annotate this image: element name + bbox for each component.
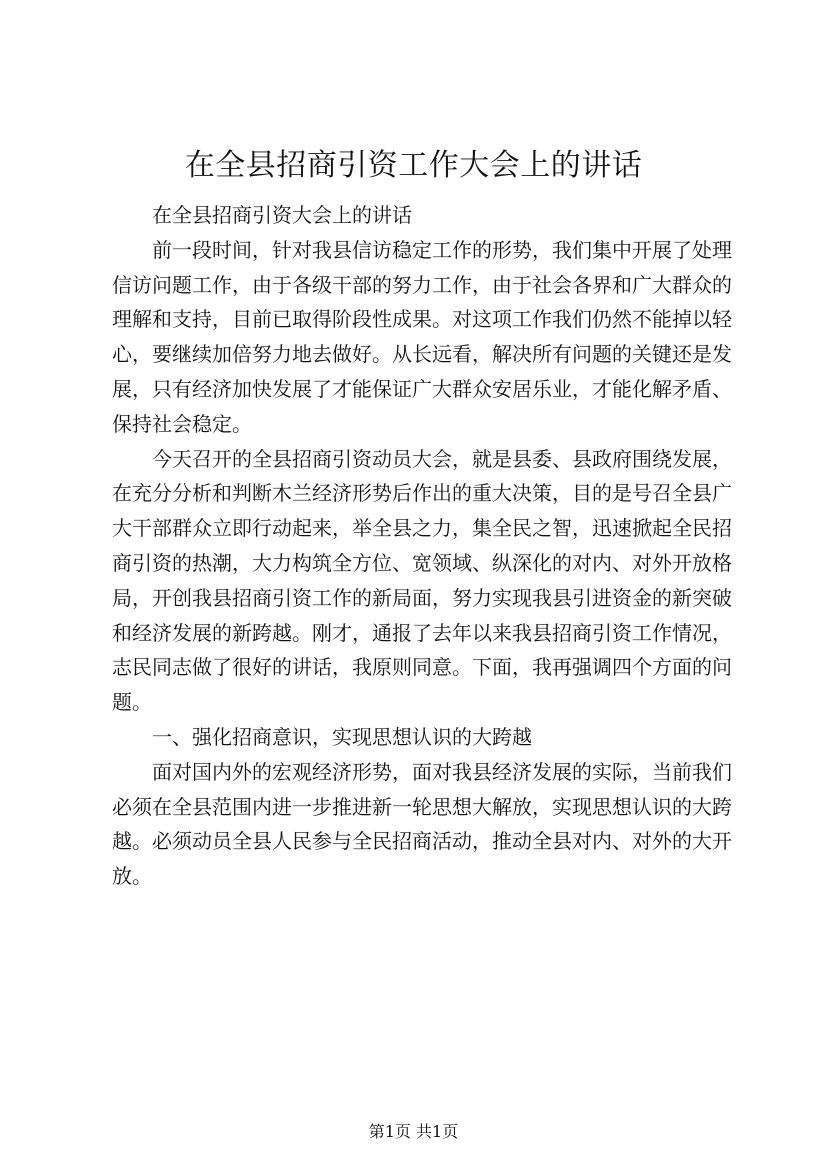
- section-heading-1: 一、强化招商意识，实现思想认识的大跨越: [152, 724, 532, 749]
- body-paragraph-1: 前一段时间，针对我县信访稳定工作的形势，我们集中开展了处理信访问题工作，由于各级干部的努力工作，由于社会各界和广大群众的理解和支持，目前已取得阶段性成果。对这项工作我们仍然不能掉以轻心，要继续加倍努力地去做好。从长远看，解决所有问题的关键还是发展，只有经济加快发展了才能保证广大群众安居乐业，才能化解矛盾、保持社会稳定。: [112, 237, 732, 436]
- document-body: [112, 198, 732, 894]
- subtitle-paragraph: 在全县招商引资大会上的讲话: [152, 203, 412, 227]
- body-paragraph-3: 面对国内外的宏观经济形势，面对我县经济发展的实际，当前我们必须在全县范围内进一步推进新一轮思想大解放，实现思想认识的大跨越。必须动员全县人民参与全民招商活动，推动全县对内、对外的大开放。: [112, 759, 732, 889]
- body-paragraph-2: 今天召开的全县招商引资动员大会，就是县委、县政府围绕发展，在充分分析和判断木兰经济形势后作出的重大决策，目的是号召全县广大干部群众立即行动起来，举全县之力，集全民之智，迅速掀起全民招商引资的热潮，大力构筑全方位、宽领域、纵深化的对内、对外开放格局，开创我县招商引资工作的新局面，努力实现我县引进资金的新突破和经济发展的新跨越。刚才，通报了去年以来我县招商引资工作情况，志民同志做了很好的讲话，我原则同意。下面，我再强调四个方面的问题。: [112, 446, 732, 715]
- document-title: 在全县招商引资工作大会上的讲话: [184, 148, 643, 183]
- page-footer: 第1页 共1页: [368, 1122, 459, 1141]
